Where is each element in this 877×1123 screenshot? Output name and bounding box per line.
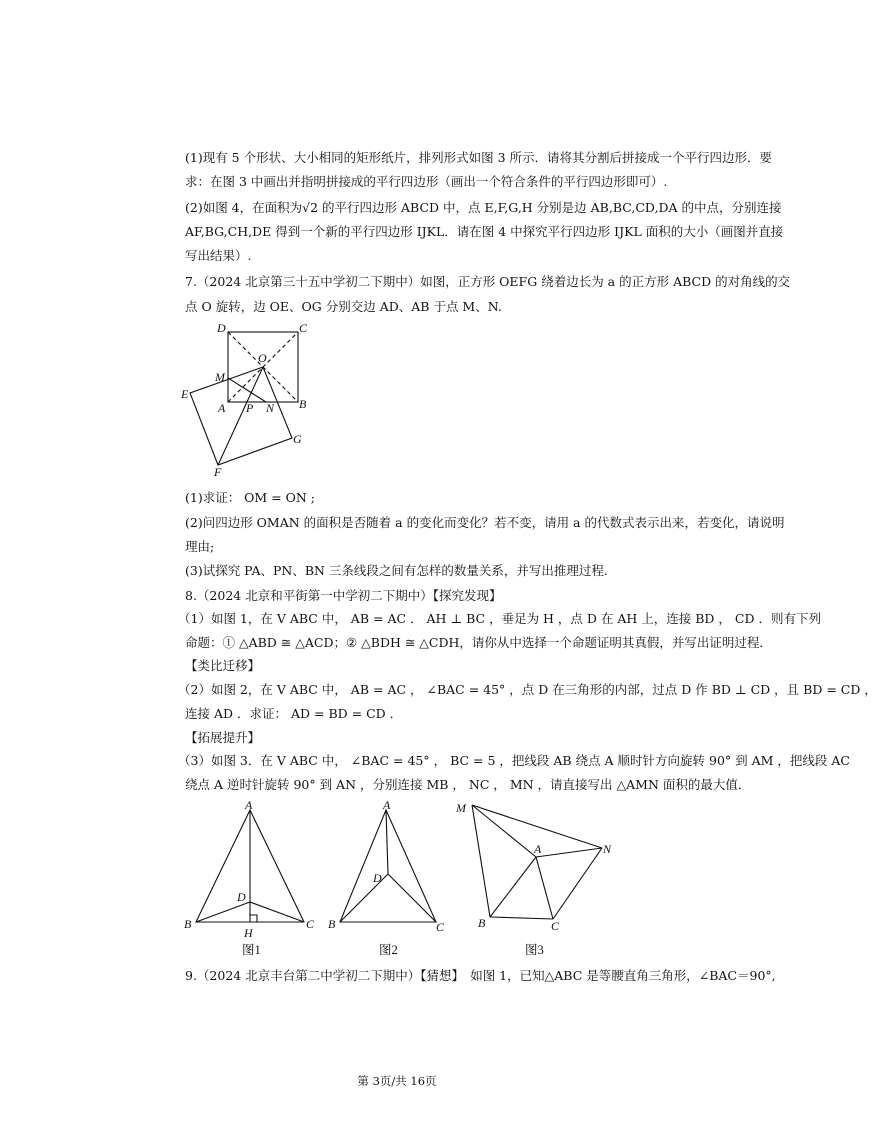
label-b: B xyxy=(478,916,486,930)
label-n: N xyxy=(603,842,612,856)
segment-ab xyxy=(490,857,536,917)
segment-nc xyxy=(553,848,602,919)
segment-mn xyxy=(228,378,266,402)
p6-part2-line2: AF,BG,CH,DE 得到一个新的平行四边形 IJKL．请在图 4 中探究平行四边形 IJKL 面积的大小（画图并直接 xyxy=(185,224,784,239)
p8-figure1 xyxy=(180,798,330,963)
p8-q2-line2: 连接 AD ．求证： AD = BD = CD ． xyxy=(185,706,403,721)
p7-q2-line1: (2)问四边形 OMAN 的面积是否随着 a 的变化而变化？若不变，请用 a 的代数式表示出来，若变化，请说明 xyxy=(185,515,785,530)
segment-an xyxy=(536,848,602,857)
p8-q3-line1: （3）如图 3．在 V ABC 中， ∠BAC = 45° ， BC = 5 ，把线段 AB 绕点 A 顺时针方向旋转 90° 到 AM ，把线段 AC xyxy=(178,753,850,768)
segment-bc xyxy=(490,917,553,919)
label-d: D xyxy=(237,890,246,904)
label-a: A xyxy=(245,798,253,812)
p8-q1-line2: 命题：① △ABD ≅ △ACD；② △BDH ≅ △CDH，请你从中选择一个命题证明其真假，并写出证明过程． xyxy=(185,635,772,650)
caption-fig3: 图3 xyxy=(525,943,544,957)
segment-ma xyxy=(472,805,536,857)
label-o: O xyxy=(258,351,267,365)
label-c: C xyxy=(436,920,445,934)
p8-q3-line2: 绕点 A 逆时针旋转 90° 到 AN ，分别连接 MB ， NC ， MN ，请直接写出 △AMN 面积的最大值． xyxy=(185,777,751,792)
label-b: B xyxy=(328,917,336,931)
p8-figure2 xyxy=(324,798,444,963)
p6-part1-line1: (1)现有 5 个形状、大小相同的矩形纸片，排列形式如图 3 所示．请将其分割后拼接成一个平行四边形．要 xyxy=(185,150,773,165)
label-d: D xyxy=(373,871,382,885)
label-a: A xyxy=(534,842,542,856)
label-a: A xyxy=(383,798,391,812)
segment-ad xyxy=(386,810,388,874)
p7-q3: (3)试探究 PA、PN、BN 三条线段之间有怎样的数量关系，并写出推理过程. xyxy=(185,563,608,578)
label-b: B xyxy=(299,397,307,411)
p6-part2-line3: 写出结果）. xyxy=(185,248,252,263)
label-f: F xyxy=(214,465,222,479)
label-m: M xyxy=(215,370,225,384)
p7-line1: 7.（2024 北京第三十五中学初二下期中）如图，正方形 OEFG 绕着边长为 a 的正方形 ABCD 的对角线的交 xyxy=(185,274,791,289)
label-c: C xyxy=(306,917,315,931)
p8-figure3 xyxy=(450,798,630,963)
segment-ac xyxy=(536,857,553,919)
p6-part2-line1: (2)如图 4，在面积为√2 的平行四边形 ABCD 中，点 E,F,G,H 分别是边 AB,BC,CD,DA 的中点，分别连接 xyxy=(185,200,782,215)
caption-fig1: 图1 xyxy=(242,943,261,957)
right-angle-mark xyxy=(250,915,257,922)
p8-heading2: 【类比迁移】 xyxy=(185,658,261,673)
p8-q2-line1: （2）如图 2，在 V ABC 中， AB = AC ， ∠BAC = 45° ，点 D 在三角形的内部，过点 D 作 BD ⊥ CD ，且 BD = CD ， xyxy=(178,682,877,697)
p8-heading3: 【拓展提升】 xyxy=(185,730,261,745)
p7-line2: 点 O 旋转，边 OE、OG 分别交边 AD、AB 于点 M、N. xyxy=(185,299,502,314)
label-c: C xyxy=(299,321,308,335)
segment-cd xyxy=(388,874,436,922)
label-m: M xyxy=(456,801,466,815)
segment-mb xyxy=(472,805,490,917)
caption-fig2: 图2 xyxy=(379,943,398,957)
p7-figure xyxy=(176,318,316,480)
page-footer: 第 3页/共 16页 xyxy=(357,1074,437,1088)
label-d: D xyxy=(217,321,226,335)
label-c: C xyxy=(551,919,560,933)
label-a: A xyxy=(218,401,226,415)
label-n: N xyxy=(266,401,275,415)
label-b: B xyxy=(184,917,192,931)
p8-line1: 8.（2024 北京和平街第一中学初二下期中）【探究发现】 xyxy=(185,588,502,603)
label-p: P xyxy=(246,401,254,415)
p9-line1: 9.（2024 北京丰台第二中学初二下期中）【猜想】 如图 1，已知△ABC 是等腰直角三角形，∠BAC＝90°, xyxy=(185,968,776,983)
p7-q2-line2: 理由; xyxy=(185,539,215,554)
label-g: G xyxy=(293,432,302,446)
p8-q1-line1: （1）如图 1，在 V ABC 中， AB = AC ． AH ⊥ BC ，垂足为 H ，点 D 在 AH 上，连接 BD ， CD ．则有下列 xyxy=(178,611,821,626)
label-h: H xyxy=(244,926,253,940)
label-e: E xyxy=(181,387,189,401)
p7-q1: (1)求证： OM = ON ; xyxy=(185,490,316,505)
p6-part1-line2: 求：在图 3 中画出并指明拼接成的平行四边形（画出一个符合条件的平行四边形即可）. xyxy=(185,174,668,189)
